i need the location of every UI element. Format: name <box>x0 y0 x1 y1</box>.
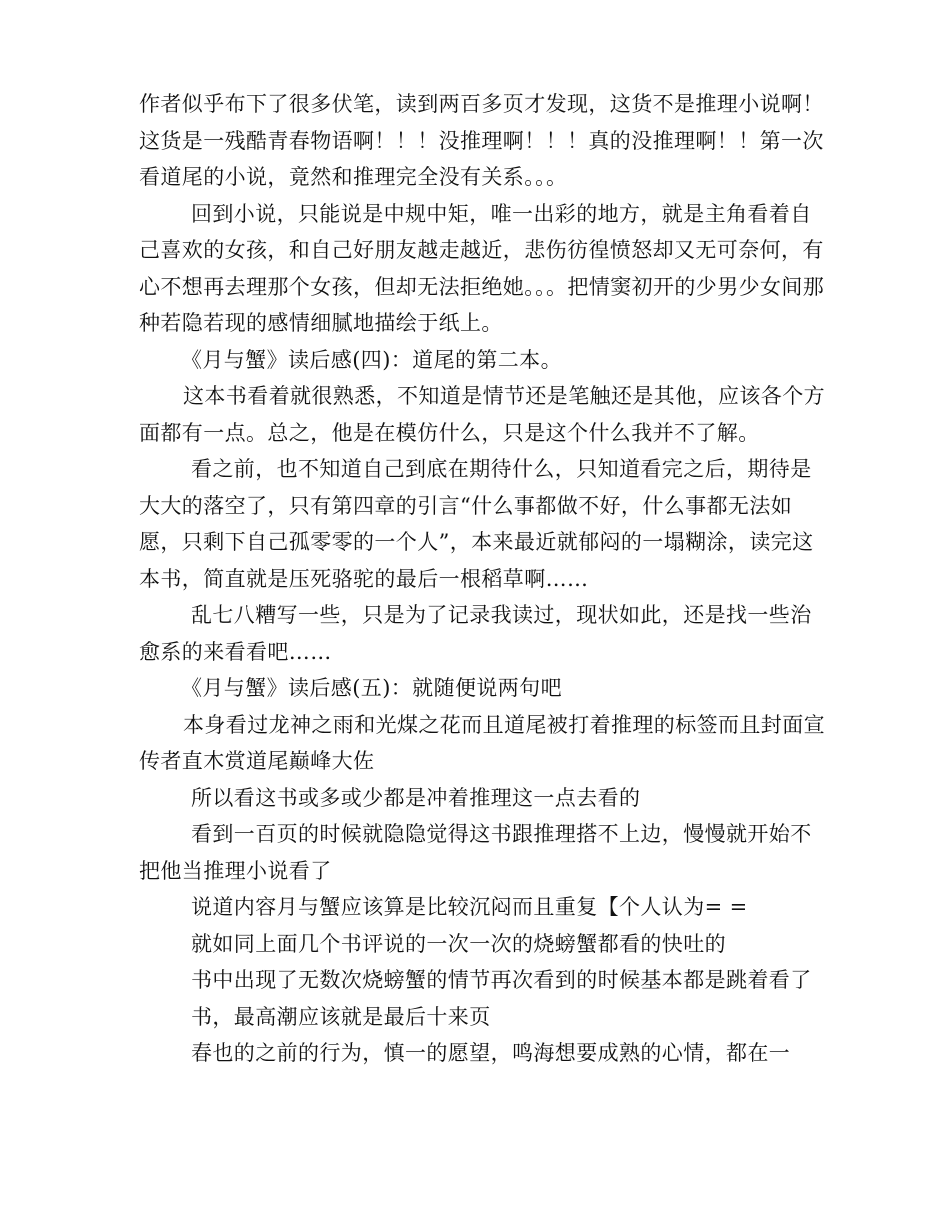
paragraph-11: 说道内容月与蟹应该算是比较沉闷而且重复【个人认为= = <box>191 895 748 919</box>
paragraph-14: 书，最高潮应该就是最后十来页 <box>191 1004 491 1029</box>
paragraph-10: 看到一百页的时候就隐隐觉得这书跟推理搭不上边，慢慢就开始不把他当推理小说看了 <box>139 822 812 883</box>
document-body <box>139 86 829 1072</box>
paragraph-13: 书中出现了无数次烧螃蟹的情节再次看到的时候基本都是跳着看了 <box>191 968 812 992</box>
section-heading-review-4: 《月与蟹》读后感(四)：道尾的第二本。 <box>181 347 562 372</box>
paragraph-8: 本身看过龙神之雨和光煤之花而且道尾被打着推理的标签而且封面宣传者直木赏道尾巅峰大佐 <box>139 712 825 773</box>
paragraph-9: 所以看这书或多或少都是冲着推理这一点去看的 <box>191 785 641 810</box>
paragraph-6: 乱七八糟写一些，只是为了记录我读过，现状如此，还是找一些治愈系的来看看吧…… <box>139 603 812 664</box>
paragraph-5: 看之前，也不知道自己到底在期待什么，只知道看完之后，期待是大大的落空了，只有第四章的引言“什么事都做不好，什么事都无法如愿，只剩下自己孤零零的一个人”，本来最近就郁闷的一塌糊涂，读完这本书，简直就是压死骆驼的最后一根稻草啊…… <box>139 457 814 591</box>
paragraph-12: 就如同上面几个书评说的一次一次的烧螃蟹都看的快吐的 <box>191 931 726 956</box>
paragraph-4: 这本书看着就很熟悉，不知道是情节还是笔触还是其他，应该各个方面都有一点。总之，他是在模仿什么，只是这个什么我并不了解。 <box>139 384 825 445</box>
paragraph-2: 回到小说，只能说是中规中矩，唯一出彩的地方，就是主角看着自己喜欢的女孩，和自己好朋友越走越近，悲伤彷徨愤怒却又无可奈何，有心不想再去理那个女孩，但却无法拒绝她。。。把情窦初开的少男少女间那种若隐若现的感情细腻地描绘于纸上。 <box>139 201 825 335</box>
paragraph-1: 作者似乎布下了很多伏笔，读到两百多页才发现，这货不是推理小说啊！这货是一残酷青春物语啊！！！没推理啊！！！真的没推理啊！！第一次看道尾的小说，竟然和推理完全没有关系。。。 <box>139 92 824 189</box>
paragraph-15: 春也的之前的行为，慎一的愿望，鸣海想要成熟的心情，都在一 <box>191 1041 791 1065</box>
section-heading-review-5: 《月与蟹》读后感(五)：就随便说两句吧 <box>181 676 562 700</box>
